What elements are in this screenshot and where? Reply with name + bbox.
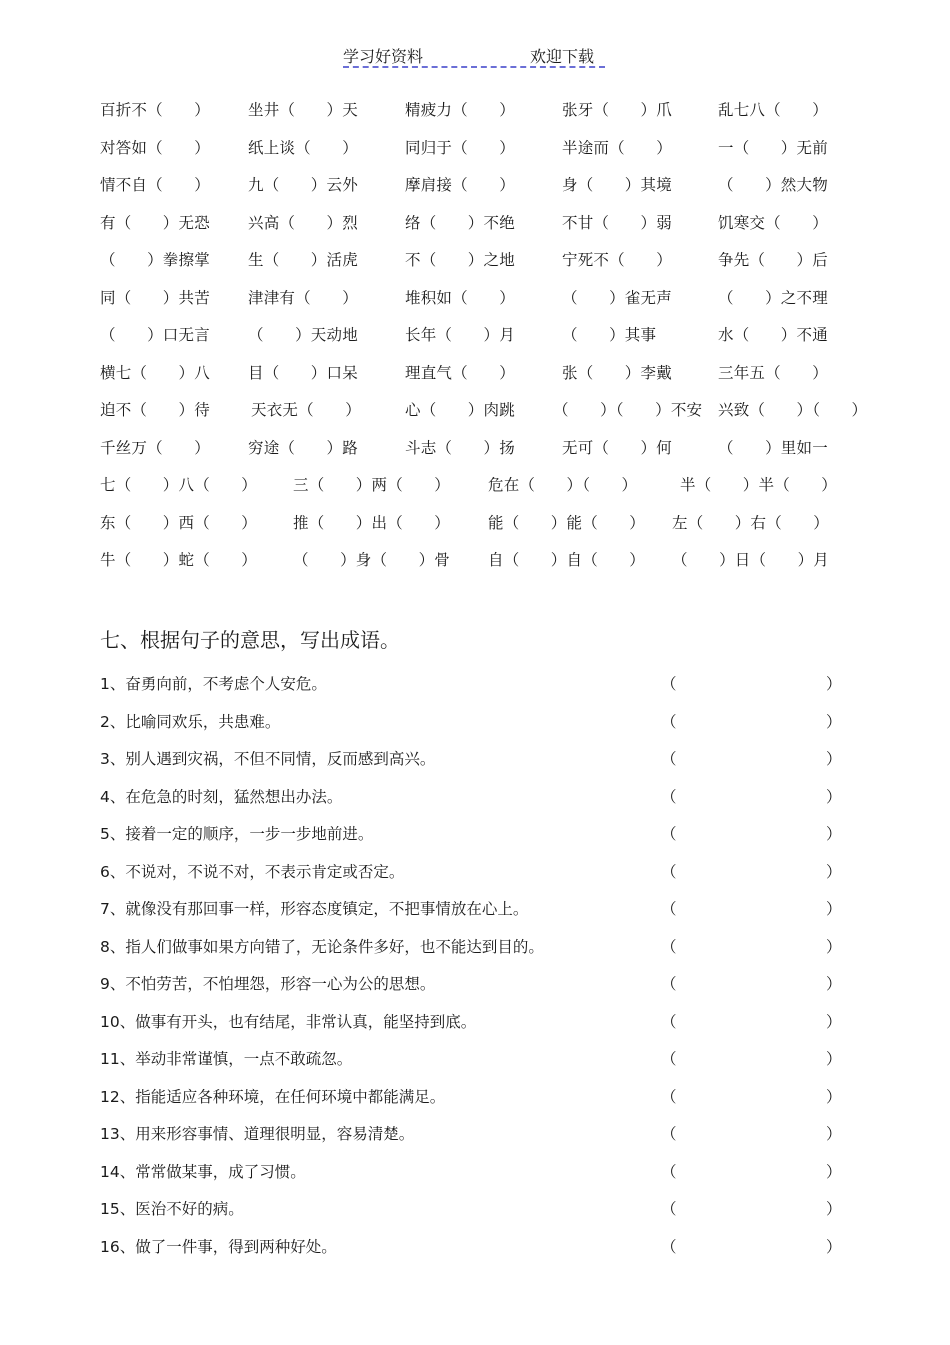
idiom-row	[0, 313, 950, 350]
question-text: 7、就像没有那回事一样，形容态度镇定，不把事情放在心上。	[100, 900, 529, 918]
idiom-blank-item: 理直气（ ）	[405, 363, 515, 382]
idiom-blank-item: 兴致（ ）（ ）	[718, 401, 868, 419]
idiom-blank-item: （ ）然大物	[718, 176, 828, 194]
idiom-row	[0, 163, 950, 200]
answer-paren-open: （	[661, 787, 677, 806]
answer-paren-close: ）	[826, 937, 842, 956]
idiom-blank-item: 心（ ）肉跳	[405, 401, 515, 419]
answer-paren-open: （	[661, 937, 677, 956]
question-text: 10、做事有开头，也有结尾，非常认真，能坚持到底。	[100, 1012, 477, 1031]
answer-paren-close: ）	[826, 1012, 842, 1031]
question-row	[0, 964, 950, 1002]
idiom-row	[0, 501, 950, 538]
question-text: 5、接着一定的顺序，一步一步地前进。	[100, 825, 374, 843]
idiom-blank-item: 兴高（ ）烈	[248, 213, 358, 232]
idiom-blank-item: 半（ ）半（ ）	[680, 476, 838, 494]
section-7-title: 七、根据句子的意思，写出成语。	[100, 628, 400, 652]
question-row	[0, 1002, 950, 1040]
idiom-blank-item: 争先（ ）后	[718, 251, 828, 269]
idiom-blank-item: （ ）身（ ）骨	[293, 551, 451, 569]
answer-paren-open: （	[661, 1200, 677, 1218]
idiom-blank-item: （ ）天动地	[248, 326, 358, 344]
idiom-blank-item: （ ）拳擦掌	[100, 251, 210, 269]
answer-paren-close: ）	[826, 787, 842, 806]
idiom-blank-item: 斗志（ ）扬	[405, 438, 515, 457]
question-row	[0, 1077, 950, 1115]
idiom-row	[0, 388, 950, 425]
idiom-blank-item: 长年（ ）月	[405, 326, 515, 344]
question-text: 11、举动非常谨慎，一点不敢疏忽。	[100, 1050, 353, 1068]
idiom-blank-item: （ ）口无言	[100, 326, 210, 344]
idiom-blank-item: 无可（ ）何	[562, 438, 672, 457]
question-text: 9、不怕劳苦，不怕埋怨，形容一心为公的思想。	[100, 975, 436, 993]
answer-paren-close: ）	[826, 1050, 842, 1068]
idiom-blank-item: 对答如（ ）	[100, 138, 210, 157]
header-left-text: 学习好资料	[343, 47, 424, 66]
answer-paren-close: ）	[826, 1162, 842, 1181]
idiom-blank-item: 左（ ）右（ ）	[672, 513, 830, 532]
idiom-row	[0, 276, 950, 313]
idiom-blank-item: （ ）日（ ）月	[672, 551, 830, 569]
idiom-blank-item: 横七（ ）八	[100, 363, 210, 382]
idiom-blank-item: 危在（ ）（ ）	[488, 476, 638, 494]
question-row	[0, 814, 950, 852]
idiom-row	[0, 201, 950, 238]
idiom-blank-item: （ ）之不理	[718, 288, 828, 307]
page-header	[343, 40, 605, 68]
idiom-blank-item: 情不自（ ）	[100, 176, 210, 194]
idiom-row	[0, 463, 950, 500]
idiom-blank-item: 坐井（ ）天	[248, 101, 358, 119]
question-row	[0, 1227, 950, 1265]
idiom-blank-item: 自（ ）自（ ）	[488, 551, 646, 569]
idiom-blank-item: 目（ ）口呆	[248, 363, 358, 382]
idiom-blank-item: 津津有（ ）	[248, 288, 358, 307]
idiom-blank-item: 半途而（ ）	[562, 138, 672, 157]
question-text: 6、不说对，不说不对，不表示肯定或否定。	[100, 862, 405, 881]
question-row	[0, 889, 950, 927]
question-row	[0, 1039, 950, 1077]
answer-paren-close: ）	[826, 1125, 842, 1143]
answer-paren-close: ）	[826, 975, 842, 993]
question-text: 2、比喻同欢乐，共患难。	[100, 712, 281, 731]
question-text: 14、常常做某事，成了习惯。	[100, 1162, 306, 1181]
idiom-row	[0, 126, 950, 163]
idiom-blank-item: 张（ ）李戴	[562, 363, 672, 382]
idiom-blank-item: （ ）里如一	[718, 438, 828, 457]
answer-paren-close: ）	[826, 862, 842, 881]
idiom-blank-item: 百折不（ ）	[100, 101, 210, 119]
question-row	[0, 1152, 950, 1190]
answer-paren-close: ）	[826, 712, 842, 731]
idiom-blank-item: 饥寒交（ ）	[718, 213, 828, 232]
idiom-blank-item: 穷途（ ）路	[248, 438, 358, 457]
idiom-row	[0, 88, 950, 125]
idiom-blank-item: 摩肩接（ ）	[405, 176, 515, 194]
idiom-blank-item: 牛（ ）蛇（ ）	[100, 551, 258, 569]
question-text: 1、奋勇向前，不考虑个人安危。	[100, 675, 327, 693]
answer-paren-close: ）	[826, 750, 842, 768]
question-row	[0, 1114, 950, 1152]
answer-paren-close: ）	[826, 1200, 842, 1218]
idiom-row	[0, 426, 950, 463]
idiom-blank-item: 三（ ）两（ ）	[293, 476, 451, 494]
question-row	[0, 702, 950, 740]
answer-paren-close: ）	[826, 900, 842, 918]
answer-paren-close: ）	[826, 1237, 842, 1256]
answer-paren-open: （	[661, 1237, 677, 1256]
idiom-blank-item: 身（ ）其境	[562, 176, 672, 194]
question-row	[0, 1189, 950, 1227]
idiom-blank-item: 九（ ）云外	[248, 176, 358, 194]
idiom-blank-item: 纸上谈（ ）	[248, 138, 358, 157]
answer-paren-open: （	[661, 1162, 677, 1181]
question-row	[0, 777, 950, 815]
idiom-blank-item: 同（ ）共苦	[100, 288, 210, 307]
idiom-blank-item: 千丝万（ ）	[100, 438, 210, 457]
answer-paren-open: （	[661, 1012, 677, 1031]
idiom-blank-item: 能（ ）能（ ）	[488, 513, 646, 532]
question-text: 16、做了一件事，得到两种好处。	[100, 1237, 337, 1256]
idiom-blank-item: 东（ ）西（ ）	[100, 513, 258, 532]
idiom-blank-item: （ ）（ ）不安	[553, 401, 703, 419]
question-text: 8、指人们做事如果方向错了，无论条件多好，也不能达到目的。	[100, 937, 544, 956]
header-right-text: 欢迎下载	[530, 47, 595, 66]
idiom-blank-item: 迫不（ ）待	[100, 401, 210, 419]
answer-paren-open: （	[661, 900, 677, 918]
idiom-blank-item: 有（ ）无恐	[100, 213, 210, 232]
idiom-row	[0, 238, 950, 275]
idiom-blank-item: 张牙（ ）爪	[562, 101, 672, 119]
question-text: 4、在危急的时刻，猛然想出办法。	[100, 787, 343, 806]
idiom-blank-item: 推（ ）出（ ）	[293, 513, 451, 532]
idiom-blank-item: 乱七八（ ）	[718, 101, 828, 119]
idiom-blank-item: 堆积如（ ）	[405, 288, 515, 307]
question-text: 13、用来形容事情、道理很明显，容易清楚。	[100, 1125, 415, 1143]
idiom-blank-item: 同归于（ ）	[405, 138, 515, 157]
question-text: 12、指能适应各种环境，在任何环境中都能满足。	[100, 1087, 446, 1106]
idiom-row	[0, 538, 950, 575]
question-row	[0, 927, 950, 965]
idiom-blank-item: 一（ ）无前	[718, 138, 828, 157]
answer-paren-open: （	[661, 975, 677, 993]
answer-paren-open: （	[661, 825, 677, 843]
answer-paren-close: ）	[826, 825, 842, 843]
answer-paren-open: （	[661, 712, 677, 731]
answer-paren-close: ）	[826, 675, 842, 693]
idiom-blank-item: （ ）雀无声	[562, 288, 672, 307]
answer-paren-open: （	[661, 750, 677, 768]
idiom-row	[0, 351, 950, 388]
idiom-blank-item: 七（ ）八（ ）	[100, 476, 258, 494]
idiom-blank-item: 宁死不（ ）	[562, 251, 672, 269]
idiom-blank-item: 精疲力（ ）	[405, 101, 515, 119]
answer-paren-open: （	[661, 1050, 677, 1068]
idiom-blank-item: 不（ ）之地	[405, 251, 515, 269]
idiom-blank-item: 水（ ）不通	[718, 326, 828, 344]
question-text: 15、医治不好的病。	[100, 1200, 244, 1218]
idiom-blank-item: （ ）其事	[562, 326, 657, 344]
idiom-blank-item: 生（ ）活虎	[248, 251, 358, 269]
idiom-blank-item: 不甘（ ）弱	[562, 213, 672, 232]
question-row	[0, 852, 950, 890]
answer-paren-open: （	[661, 675, 677, 693]
answer-paren-open: （	[661, 1087, 677, 1106]
answer-paren-close: ）	[826, 1087, 842, 1106]
question-row	[0, 739, 950, 777]
answer-paren-open: （	[661, 1125, 677, 1143]
question-text: 3、别人遇到灾祸，不但不同情，反而感到高兴。	[100, 750, 436, 768]
idiom-blank-item: 天衣无（ ）	[251, 401, 361, 419]
question-row	[0, 664, 950, 702]
answer-paren-open: （	[661, 862, 677, 881]
idiom-blank-item: 三年五（ ）	[718, 363, 828, 382]
idiom-blank-item: 络（ ）不绝	[405, 213, 515, 232]
